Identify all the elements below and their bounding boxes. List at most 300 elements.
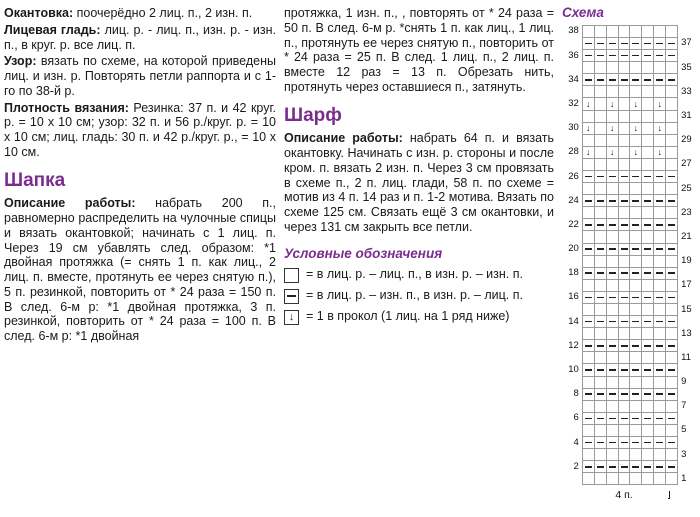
chart-cell-dash xyxy=(594,461,606,473)
chart-cell-empty xyxy=(666,449,678,461)
hat-description-text: набрать 200 п., равномерно распределить на чулочные спицы и вязать окантовкой; начинать с 1 лиц. п. Через 19 см убавлять след. образом: *1 двойная протяжка (= снять 1 п. как лиц., 2 лиц. п. вместе, протянуть ее через снятую п.), 5 п. резинкой, повторить от * 24 раза = 150 п. В след. 6-м р: *1 двойная протяжка, 3 п. резинкой, повторить от * 24 раза = 100 п. В след. 6-м р: *1 двойная xyxy=(4,196,276,344)
chart-cell-dash xyxy=(666,461,678,473)
chart-cell-empty xyxy=(582,328,594,340)
chart-row-number-right: 15 xyxy=(681,303,692,315)
chart-row-number-left: 18 xyxy=(568,267,579,279)
chart-row-number-left: 12 xyxy=(568,339,579,351)
chart-cell-dash xyxy=(582,267,594,279)
chart-row-number-right xyxy=(678,340,698,352)
chart-cell-empty xyxy=(666,86,678,98)
chart-cell-dash xyxy=(618,170,630,182)
chart-cell-empty xyxy=(618,400,630,412)
chart-cell-empty xyxy=(642,98,654,110)
chart-cell-empty xyxy=(654,279,666,291)
chart-row-number-left: 8 xyxy=(573,388,579,400)
chart-cell-dash xyxy=(654,388,666,400)
chart-cell-dash xyxy=(582,388,594,400)
chart-cell-empty xyxy=(666,400,678,412)
chart-row-number-right xyxy=(678,50,698,62)
chart-row-number-left xyxy=(562,328,582,340)
chart-row-number-left: 6 xyxy=(573,412,579,424)
chart-cell-dash xyxy=(606,37,618,49)
chart-cell-empty xyxy=(666,98,678,110)
chart-cell-empty xyxy=(582,110,594,122)
stitch-dash-icon xyxy=(284,289,299,304)
chart-cell-empty xyxy=(582,25,594,37)
chart-cell-arrow: ↓ xyxy=(582,98,594,110)
chart-cell-empty xyxy=(606,207,618,219)
chart-cell-empty xyxy=(642,207,654,219)
chart-cell-dash xyxy=(666,195,678,207)
chart-cell-empty xyxy=(594,110,606,122)
chart-row-number-left xyxy=(562,449,582,461)
chart-cell-empty xyxy=(618,376,630,388)
chart-cell-empty xyxy=(606,400,618,412)
chart-cell-dash xyxy=(642,37,654,49)
chart-cell-empty xyxy=(630,352,642,364)
chart-cell-arrow: ↓ xyxy=(630,98,642,110)
chart-row-number-left xyxy=(562,183,582,195)
chart-cell-empty xyxy=(642,328,654,340)
chart-cell-dash xyxy=(642,219,654,231)
chart-cell-empty xyxy=(606,279,618,291)
chart-row xyxy=(562,158,698,170)
chart-row-number-right xyxy=(678,122,698,134)
chart-cell-empty xyxy=(642,146,654,158)
chart-cell-arrow: ↓ xyxy=(606,122,618,134)
chart-cell-dash xyxy=(654,340,666,352)
chart-cell-dash xyxy=(594,195,606,207)
paragraph-lead: Лицевая гладь: xyxy=(4,22,101,37)
chart-cell-empty xyxy=(630,279,642,291)
chart-cell-empty xyxy=(618,158,630,170)
chart-row-number-right xyxy=(678,98,698,110)
chart-cell-dash xyxy=(582,461,594,473)
chart-cell-dash xyxy=(594,37,606,49)
chart-row-number-left xyxy=(562,207,582,219)
chart-cell-dash xyxy=(594,388,606,400)
chart-cell-empty xyxy=(654,376,666,388)
chart-cell-empty xyxy=(582,400,594,412)
chart-cell-dash xyxy=(630,461,642,473)
chart-row-number-right: 17 xyxy=(681,279,692,291)
chart-cell-dash xyxy=(642,195,654,207)
chart-cell-dash xyxy=(618,388,630,400)
chart-cell-empty xyxy=(582,255,594,267)
chart-cell-dash xyxy=(618,37,630,49)
chart-cell-empty xyxy=(642,400,654,412)
chart-cell-dash xyxy=(654,316,666,328)
chart-cell-empty xyxy=(642,158,654,170)
chart-row-number-right: 9 xyxy=(681,376,687,388)
chart-cell-dash xyxy=(606,195,618,207)
chart-row xyxy=(562,37,698,49)
chart-cell-dash xyxy=(630,412,642,424)
chart-row-number-right xyxy=(678,25,698,37)
chart-row xyxy=(562,195,698,207)
chart-cell-dash xyxy=(606,412,618,424)
chart-cell-dash xyxy=(594,243,606,255)
chart-cell-empty xyxy=(582,279,594,291)
scarf-description xyxy=(284,131,554,234)
chart-row-number-right xyxy=(678,170,698,182)
chart-row-number-left xyxy=(562,134,582,146)
chart-row xyxy=(562,25,698,37)
chart-row xyxy=(562,352,698,364)
chart-row xyxy=(562,183,698,195)
chart-cell-empty xyxy=(666,376,678,388)
chart-cell-empty xyxy=(666,424,678,436)
chart-cell-dash xyxy=(618,195,630,207)
chart-cell-empty xyxy=(630,424,642,436)
chart-cell-empty xyxy=(666,122,678,134)
chart-cell-empty xyxy=(654,304,666,316)
chart-cell-dash xyxy=(666,74,678,86)
legend-item xyxy=(284,267,554,283)
chart-cell-dash xyxy=(666,170,678,182)
chart-row-number-left: 16 xyxy=(568,291,579,303)
chart-cell-dash xyxy=(654,267,666,279)
chart-cell-dash xyxy=(606,243,618,255)
chart-cell-dash xyxy=(630,50,642,62)
chart-cell-dash xyxy=(630,437,642,449)
chart-cell-empty xyxy=(666,25,678,37)
chart-row-number-left xyxy=(562,424,582,436)
chart-row xyxy=(562,461,698,473)
chart-row-number-left xyxy=(562,279,582,291)
chart-cell-dash xyxy=(582,412,594,424)
chart-row xyxy=(562,279,698,291)
chart-cell-empty xyxy=(618,86,630,98)
chart-cell-empty xyxy=(582,207,594,219)
chart-row xyxy=(562,122,698,134)
chart-cell-dash xyxy=(606,50,618,62)
stitch-empty-icon xyxy=(284,268,299,283)
chart-row xyxy=(562,62,698,74)
chart-cell-empty xyxy=(582,231,594,243)
chart-cell-dash xyxy=(642,267,654,279)
chart-cell-empty xyxy=(666,255,678,267)
paragraph-okantovka xyxy=(4,6,276,21)
chart-cell-dash xyxy=(630,170,642,182)
chart-row-number-right xyxy=(678,195,698,207)
chart-cell-dash xyxy=(654,170,666,182)
chart-cell-dash xyxy=(582,170,594,182)
chart-row xyxy=(562,424,698,436)
chart-cell-empty xyxy=(654,424,666,436)
chart-cell-dash xyxy=(630,364,642,376)
chart-row-number-left: 2 xyxy=(573,460,579,472)
chart-cell-empty xyxy=(654,449,666,461)
chart-row-number-left xyxy=(562,86,582,98)
chart-cell-dash xyxy=(666,219,678,231)
chart-row xyxy=(562,412,698,424)
chart-cell-empty xyxy=(618,62,630,74)
chart-cell-empty xyxy=(630,86,642,98)
chart-cell-dash xyxy=(582,364,594,376)
chart-cell-dash xyxy=(594,316,606,328)
chart-cell-empty xyxy=(594,449,606,461)
chart-cell-empty xyxy=(594,158,606,170)
chart-cell-empty xyxy=(618,424,630,436)
chart-cell-dash xyxy=(654,412,666,424)
chart-cell-dash xyxy=(594,412,606,424)
chart-cell-dash xyxy=(642,340,654,352)
chart-row-number-left xyxy=(562,37,582,49)
chart-row-number-right xyxy=(678,267,698,279)
chart-cell-empty xyxy=(618,146,630,158)
chart-cell-dash xyxy=(630,243,642,255)
chart-cell-dash xyxy=(642,437,654,449)
chart-row-number-left xyxy=(562,62,582,74)
chart-cell-dash xyxy=(594,291,606,303)
chart-cell-empty xyxy=(642,449,654,461)
chart-cell-dash xyxy=(582,219,594,231)
chart-cell-arrow: ↓ xyxy=(630,122,642,134)
chart-cell-empty xyxy=(666,207,678,219)
chart-cell-empty xyxy=(594,183,606,195)
legend-item-label: = в лиц. р. – изн. п., в изн. р. – лиц. п. xyxy=(306,288,523,303)
chart-cell-dash xyxy=(642,388,654,400)
chart-cell-empty xyxy=(642,122,654,134)
chart-cell-dash xyxy=(582,437,594,449)
chart-cell-empty xyxy=(630,158,642,170)
chart-cell-dash xyxy=(582,243,594,255)
chart-row xyxy=(562,146,698,158)
paragraph-text: Резинка: 37 п. и 42 круг. р. = 10 х 10 см; узор: 32 п. и 56 р./круг. р. = 10 х 10 см; лиц. гладь: 30 п. и 42 р./круг. р., = 10 х 10 см. xyxy=(4,100,277,159)
chart-cell-empty xyxy=(666,146,678,158)
chart-cell-dash xyxy=(654,364,666,376)
chart-row-number-right: 5 xyxy=(681,424,687,436)
chart-row-number-left: 36 xyxy=(568,49,579,61)
chart-cell-arrow: ↓ xyxy=(582,146,594,158)
chart-row-number-right: 31 xyxy=(681,110,692,122)
chart-cell-dash xyxy=(594,267,606,279)
chart-cell-empty xyxy=(582,473,594,485)
chart-cell-dash xyxy=(606,461,618,473)
paragraph-text: поочерёдно 2 лиц. п., 2 изн. п. xyxy=(73,6,253,20)
chart-row xyxy=(562,340,698,352)
chart-cell-empty xyxy=(654,86,666,98)
stitch-arrow-icon: ↓ xyxy=(284,310,299,325)
chart-cell-arrow: ↓ xyxy=(582,122,594,134)
paragraph-uzor xyxy=(4,54,276,98)
chart-column xyxy=(560,6,698,504)
chart-cell-empty xyxy=(594,146,606,158)
chart-cell-empty xyxy=(630,449,642,461)
chart-row xyxy=(562,449,698,461)
chart-row-number-left: 30 xyxy=(568,122,579,134)
chart-cell-dash xyxy=(582,316,594,328)
chart-cell-empty xyxy=(666,328,678,340)
chart-cell-dash xyxy=(618,412,630,424)
chart-cell-empty xyxy=(594,207,606,219)
chart-row xyxy=(562,170,698,182)
chart-cell-dash xyxy=(666,340,678,352)
chart-cell-dash xyxy=(642,291,654,303)
chart-cell-dash xyxy=(606,74,618,86)
chart-row-number-left: 34 xyxy=(568,73,579,85)
knitting-chart xyxy=(562,25,698,505)
chart-cell-empty xyxy=(582,158,594,170)
chart-row xyxy=(562,134,698,146)
chart-cell-empty xyxy=(606,376,618,388)
chart-cell-empty xyxy=(618,449,630,461)
chart-cell-empty xyxy=(618,25,630,37)
chart-cell-empty xyxy=(654,255,666,267)
chart-row-number-right: 35 xyxy=(681,61,692,73)
chart-cell-empty xyxy=(642,134,654,146)
chart-cell-empty xyxy=(630,328,642,340)
chart-cell-empty xyxy=(642,473,654,485)
chart-cell-empty xyxy=(666,352,678,364)
chart-row xyxy=(562,267,698,279)
chart-cell-empty xyxy=(606,183,618,195)
chart-cell-empty xyxy=(618,352,630,364)
chart-cell-empty xyxy=(618,207,630,219)
chart-row xyxy=(562,110,698,122)
chart-cell-dash xyxy=(618,316,630,328)
chart-cell-empty xyxy=(594,400,606,412)
chart-cell-dash xyxy=(654,50,666,62)
chart-row xyxy=(562,291,698,303)
chart-cell-empty xyxy=(630,400,642,412)
middle-column xyxy=(284,6,554,330)
chart-row-number-right: 37 xyxy=(681,37,692,49)
chart-cell-empty xyxy=(594,25,606,37)
scarf-description-text: набрать 64 п. и вязать окантовку. Начинать с изн. р. стороны и после кром. п. вязать 2 изн. п. Через 3 см провязать в схеме п., 2 п. лиц. глади, 58 п. по схеме = мотив из 4 п. 14 раз и п. 1-2 мотива. Вязать по схеме 125 см. Связать ещё 3 см окантовки, и через 131 см закрыть все петли. xyxy=(284,131,554,234)
chart-cell-empty xyxy=(582,134,594,146)
chart-cell-empty xyxy=(630,207,642,219)
chart-cell-dash xyxy=(642,170,654,182)
chart-cell-dash xyxy=(666,267,678,279)
chart-row-number-left xyxy=(562,376,582,388)
chart-row-number-left xyxy=(562,158,582,170)
chart-cell-empty xyxy=(666,110,678,122)
chart-cell-dash xyxy=(606,219,618,231)
chart-cell-dash xyxy=(618,74,630,86)
paragraph-text: вязать по схеме, на которой приведены лиц. и изн. р. Повторять петли раппорта и с 1-го по 38-й р. xyxy=(4,54,276,98)
chart-cell-empty xyxy=(642,183,654,195)
left-column xyxy=(4,6,276,346)
chart-row-number-left: 28 xyxy=(568,146,579,158)
chart-row xyxy=(562,388,698,400)
chart-cell-empty xyxy=(594,231,606,243)
chart-cell-empty xyxy=(666,134,678,146)
chart-cell-dash xyxy=(666,388,678,400)
chart-cell-dash xyxy=(606,291,618,303)
chart-row-number-left xyxy=(562,473,582,485)
chart-row-number-right: 29 xyxy=(681,134,692,146)
chart-row xyxy=(562,219,698,231)
repeat-label: 4 п. xyxy=(580,489,668,501)
chart-cell-empty xyxy=(630,25,642,37)
chart-cell-empty xyxy=(582,424,594,436)
chart-row xyxy=(562,437,698,449)
chart-cell-empty xyxy=(594,304,606,316)
chart-cell-empty xyxy=(666,304,678,316)
chart-cell-empty xyxy=(630,183,642,195)
chart-cell-empty xyxy=(630,134,642,146)
chart-row-number-right: 25 xyxy=(681,182,692,194)
chart-cell-dash xyxy=(666,50,678,62)
paragraph-licevaya-glad xyxy=(4,23,276,53)
chart-cell-empty xyxy=(666,183,678,195)
chart-row xyxy=(562,98,698,110)
chart-cell-empty xyxy=(630,231,642,243)
legend-item xyxy=(284,309,554,325)
chart-cell-empty xyxy=(630,255,642,267)
chart-row xyxy=(562,86,698,98)
chart-row-number-right: 3 xyxy=(681,448,687,460)
chart-cell-empty xyxy=(594,62,606,74)
chart-cell-empty xyxy=(582,86,594,98)
chart-cell-dash xyxy=(582,50,594,62)
chart-cell-arrow: ↓ xyxy=(606,146,618,158)
chart-cell-dash xyxy=(630,74,642,86)
chart-cell-dash xyxy=(582,37,594,49)
chart-cell-empty xyxy=(606,449,618,461)
chart-cell-dash xyxy=(606,364,618,376)
chart-cell-dash xyxy=(630,219,642,231)
chart-row-number-right xyxy=(678,388,698,400)
paragraph-lead: Узор: xyxy=(4,54,37,69)
chart-cell-dash xyxy=(606,267,618,279)
chart-cell-empty xyxy=(642,110,654,122)
chart-grid xyxy=(562,25,698,486)
chart-cell-dash xyxy=(618,267,630,279)
chart-cell-dash xyxy=(582,74,594,86)
chart-row-number-right: 27 xyxy=(681,158,692,170)
chart-cell-empty xyxy=(582,304,594,316)
chart-cell-arrow: ↓ xyxy=(606,98,618,110)
chart-row-number-right: 11 xyxy=(681,351,691,363)
chart-cell-dash xyxy=(594,437,606,449)
chart-cell-empty xyxy=(642,62,654,74)
chart-cell-dash xyxy=(594,170,606,182)
chart-cell-empty xyxy=(606,158,618,170)
chart-row xyxy=(562,364,698,376)
chart-cell-dash xyxy=(642,461,654,473)
chart-cell-dash xyxy=(654,37,666,49)
chart-cell-dash xyxy=(618,219,630,231)
chart-row-number-left: 26 xyxy=(568,170,579,182)
chart-cell-dash xyxy=(654,195,666,207)
chart-row-number-left: 14 xyxy=(568,315,579,327)
chart-row-number-left: 24 xyxy=(568,194,579,206)
chart-cell-empty xyxy=(594,473,606,485)
chart-cell-empty xyxy=(642,231,654,243)
chart-row xyxy=(562,473,698,485)
chart-cell-empty xyxy=(594,134,606,146)
chart-row-number-right: 19 xyxy=(681,255,692,267)
chart-cell-empty xyxy=(654,352,666,364)
chart-row-number-left: 38 xyxy=(568,25,579,37)
chart-cell-arrow: ↓ xyxy=(654,122,666,134)
chart-row-number-right: 23 xyxy=(681,206,692,218)
chart-cell-empty xyxy=(618,328,630,340)
chart-cell-empty xyxy=(618,134,630,146)
chart-row xyxy=(562,400,698,412)
chart-title: Схема xyxy=(562,5,604,20)
chart-cell-empty xyxy=(618,183,630,195)
chart-cell-empty xyxy=(642,424,654,436)
chart-cell-dash xyxy=(582,195,594,207)
legend-item xyxy=(284,288,554,304)
chart-cell-arrow: ↓ xyxy=(630,146,642,158)
chart-row-number-left xyxy=(562,352,582,364)
chart-cell-dash xyxy=(666,291,678,303)
